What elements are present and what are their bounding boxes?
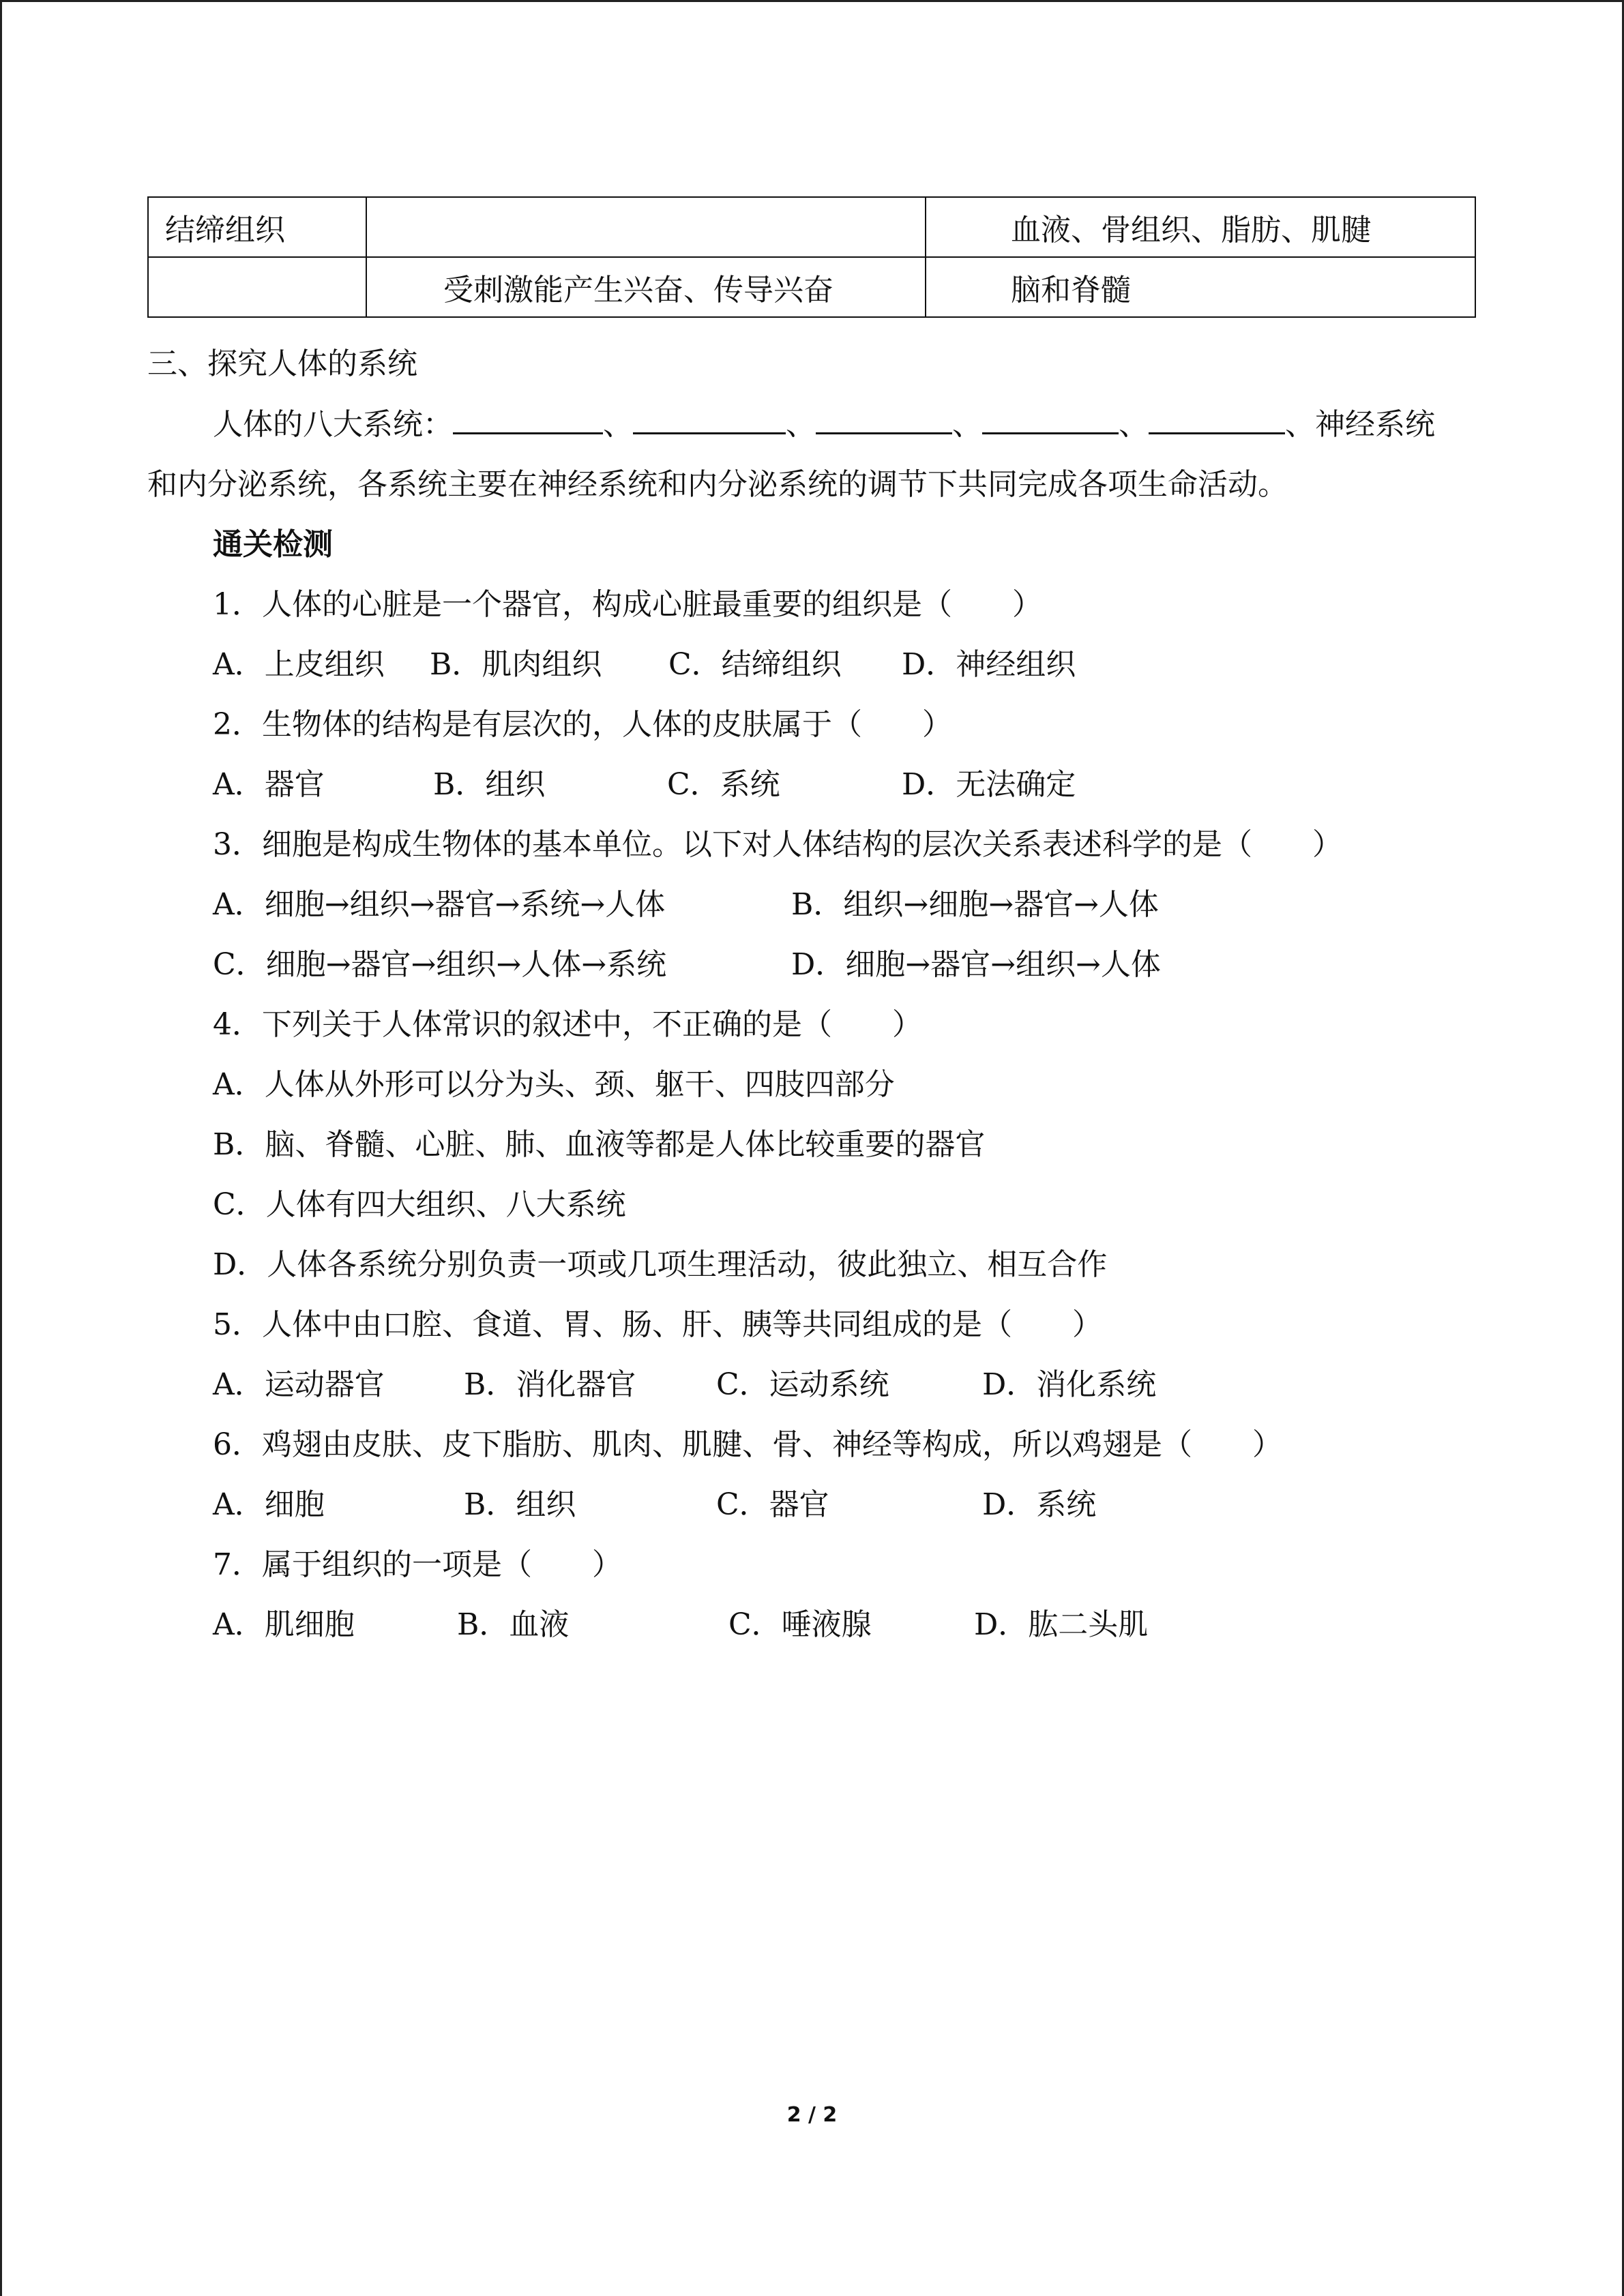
systems-paragraph-line2: 和内分泌系统，各系统主要在神经系统和内分泌系统的调节下共同完成各项生命活动。	[147, 467, 1288, 502]
option-d[interactable]: D．神经组织	[902, 647, 1076, 682]
table-cell	[926, 197, 1475, 257]
option-c[interactable]: C．器官	[716, 1487, 829, 1522]
separator: 、	[1285, 407, 1315, 442]
systems-paragraph-line1	[213, 400, 1541, 443]
page-number: 2 / 2	[786, 2103, 838, 2127]
option-a[interactable]: A．细胞→组织→器官→系统→人体	[213, 887, 666, 922]
option-a[interactable]: A．上皮组织	[213, 647, 385, 682]
option-b[interactable]: B．组织→细胞→器官→人体	[791, 887, 1159, 922]
option-c[interactable]: C．系统	[667, 767, 780, 802]
fill-blank[interactable]	[453, 405, 603, 434]
option-b[interactable]: B．组织	[433, 767, 546, 802]
table-cell: 结缔组织	[148, 197, 366, 257]
question-7: 7．属于组织的一项是（ ）	[213, 1547, 622, 1582]
separator: 、	[786, 407, 816, 442]
option-c[interactable]: C．人体有四大组织、八大系统	[213, 1187, 626, 1222]
option-d[interactable]: D．细胞→器官→组织→人体	[791, 947, 1161, 982]
table-cell-text: 受刺激能产生兴奋、传导兴奋	[443, 273, 833, 308]
option-a[interactable]: A．运动器官	[213, 1367, 385, 1402]
page-top-border	[0, 0, 1624, 2]
option-a[interactable]: A．器官	[213, 767, 325, 802]
option-a[interactable]: A．人体从外形可以分为头、颈、躯干、四肢四部分	[213, 1067, 895, 1102]
option-d[interactable]: D．消化系统	[982, 1367, 1157, 1402]
fill-blank[interactable]	[816, 405, 952, 434]
question-5: 5．人体中由口腔、食道、胃、肠、肝、胰等共同组成的是（ ）	[213, 1307, 1102, 1342]
option-d[interactable]: D．肱二头肌	[974, 1607, 1149, 1642]
table-cell	[148, 257, 366, 317]
question-2: 2．生物体的结构是有层次的，人体的皮肤属于（ ）	[213, 707, 952, 742]
option-c[interactable]: C．细胞→器官→组织→人体→系统	[213, 947, 667, 982]
option-b[interactable]: B．肌肉组织	[430, 647, 602, 682]
table-cell	[366, 197, 926, 257]
quiz-title: 通关检测	[213, 527, 333, 562]
question-1: 1．人体的心脏是一个器官，构成心脏最重要的组织是（ ）	[213, 587, 1042, 622]
fill-blank[interactable]	[1149, 405, 1285, 434]
fill-blank[interactable]	[633, 405, 786, 434]
tissue-table	[147, 196, 1476, 318]
paragraph-text: 人体的八大系统：	[213, 407, 453, 442]
question-3: 3．细胞是构成生物体的基本单位。以下对人体结构的层次关系表述科学的是（ ）	[213, 827, 1342, 862]
page-left-border	[0, 0, 2, 2296]
separator: 、	[1119, 407, 1149, 442]
option-d[interactable]: D．无法确定	[902, 767, 1076, 802]
table-row	[148, 197, 1475, 257]
paragraph-text: 神经系统	[1315, 407, 1435, 442]
option-c[interactable]: C．唾液腺	[728, 1607, 872, 1642]
option-b[interactable]: B．血液	[457, 1607, 570, 1642]
table-cell-text	[383, 210, 443, 245]
question-4: 4．下列关于人体常识的叙述中，不正确的是（ ）	[213, 1007, 922, 1042]
question-6: 6．鸡翅由皮肤、皮下脂肪、肌肉、肌腱、骨、神经等构成，所以鸡翅是（ ）	[213, 1427, 1282, 1462]
option-d[interactable]: D．人体各系统分别负责一项或几项生理活动，彼此独立、相互合作	[213, 1247, 1108, 1282]
option-c[interactable]: C．运动系统	[716, 1367, 889, 1402]
option-b[interactable]: B．消化器官	[464, 1367, 636, 1402]
separator: 、	[603, 407, 633, 442]
option-a[interactable]: A．肌细胞	[213, 1607, 355, 1642]
table-row	[148, 257, 1475, 317]
option-b[interactable]: B．脑、脊髓、心脏、肺、血液等都是人体比较重要的器官	[213, 1127, 986, 1162]
table-cell-text: 脑和脊髓	[1011, 273, 1131, 308]
option-a[interactable]: A．细胞	[213, 1487, 325, 1522]
separator: 、	[952, 407, 982, 442]
fill-blank[interactable]	[982, 405, 1119, 434]
section-heading: 三、探究人体的系统	[147, 346, 417, 381]
option-c[interactable]: C．结缔组织	[668, 647, 842, 682]
table-cell	[926, 257, 1475, 317]
table-cell	[366, 257, 926, 317]
option-d[interactable]: D．系统	[982, 1487, 1097, 1522]
table-cell-text: 血液、骨组织、脂肪、肌腱	[1011, 213, 1371, 248]
option-b[interactable]: B．组织	[464, 1487, 576, 1522]
